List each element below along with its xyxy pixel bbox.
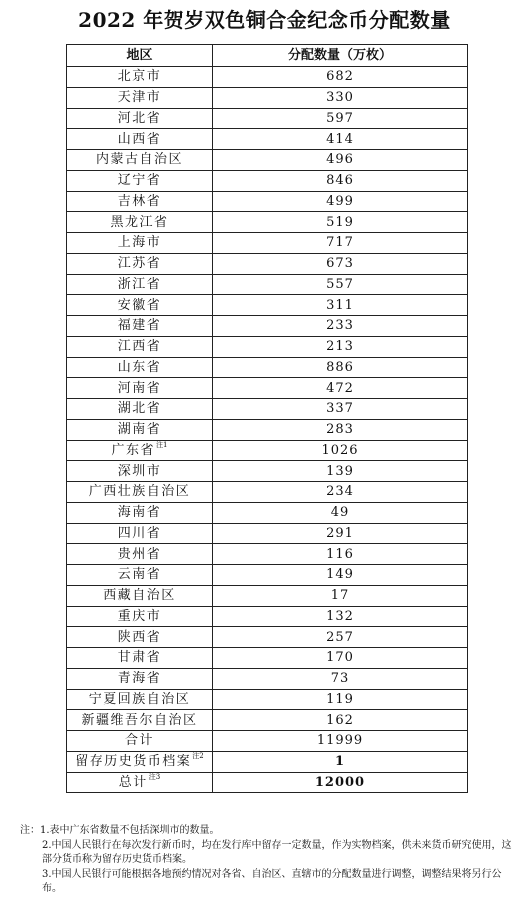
header-quantity: 分配数量（万枚） <box>213 45 468 67</box>
region-name: 山西省 <box>117 131 162 147</box>
quantity-cell: 116 <box>213 544 468 565</box>
table-header-row <box>67 45 468 67</box>
region-cell <box>67 710 213 731</box>
region-cell <box>67 274 213 295</box>
table-row <box>67 316 468 337</box>
table-row <box>67 565 468 586</box>
region-cell <box>67 129 213 150</box>
table-row <box>67 399 468 420</box>
quantity-cell: 12000 <box>213 772 468 793</box>
table-row <box>67 87 468 108</box>
region-cell <box>67 357 213 378</box>
table-row <box>67 648 468 669</box>
region-cell <box>67 378 213 399</box>
table-row <box>67 751 468 772</box>
quantity-cell: 170 <box>213 648 468 669</box>
region-name: 海南省 <box>117 505 162 521</box>
quantity-cell: 330 <box>213 87 468 108</box>
quantity-cell: 717 <box>213 233 468 254</box>
quantity-cell: 673 <box>213 253 468 274</box>
table-row <box>67 668 468 689</box>
region-name: 云南省 <box>117 567 162 583</box>
region-cell <box>67 336 213 357</box>
table-row <box>67 482 468 503</box>
quantity-cell: 846 <box>213 170 468 191</box>
table-row <box>67 523 468 544</box>
region-name: 宁夏回族自治区 <box>88 691 191 707</box>
quantity-cell: 119 <box>213 689 468 710</box>
table-row <box>67 461 468 482</box>
quantity-cell: 213 <box>213 336 468 357</box>
table-row <box>67 627 468 648</box>
quantity-cell: 149 <box>213 565 468 586</box>
region-name: 广西壮族自治区 <box>88 484 191 500</box>
header-region: 地区 <box>67 45 213 67</box>
table-row <box>67 689 468 710</box>
table-row <box>67 378 468 399</box>
quantity-cell: 414 <box>213 129 468 150</box>
region-name: 总计 <box>118 774 148 790</box>
region-name: 陕西省 <box>117 629 162 645</box>
table-row <box>67 502 468 523</box>
table-row <box>67 336 468 357</box>
region-name: 重庆市 <box>117 608 162 624</box>
region-name: 贵州省 <box>117 546 162 562</box>
quantity-cell: 132 <box>213 606 468 627</box>
region-name: 浙江省 <box>117 276 162 292</box>
quantity-cell: 472 <box>213 378 468 399</box>
footnote-2: 2.中国人民银行在每次发行新币时，均在发行库中留存一定数量，作为实物档案，供未来货币研究使用，这部分货币称为留存历史货币档案。 <box>42 839 512 865</box>
distribution-table <box>66 44 468 793</box>
quantity-cell: 337 <box>213 399 468 420</box>
region-name: 河北省 <box>117 110 162 126</box>
region-cell <box>67 461 213 482</box>
region-cell <box>67 648 213 669</box>
region-cell <box>67 523 213 544</box>
region-name: 江苏省 <box>117 256 162 272</box>
region-cell <box>67 627 213 648</box>
region-cell <box>67 689 213 710</box>
quantity-cell: 139 <box>213 461 468 482</box>
table-row <box>67 67 468 88</box>
table-row <box>67 731 468 752</box>
quantity-cell: 234 <box>213 482 468 503</box>
table-row <box>67 191 468 212</box>
footnote-1: 注：1.表中广东省数量不包括深圳市的数量。 <box>20 825 220 836</box>
quantity-cell: 1 <box>213 751 468 772</box>
table-row <box>67 585 468 606</box>
footnote-marker: 注1 <box>156 440 168 449</box>
quantity-cell: 597 <box>213 108 468 129</box>
table-row <box>67 212 468 233</box>
region-name: 江西省 <box>117 339 162 355</box>
quantity-cell: 682 <box>213 67 468 88</box>
footnote-marker: 注2 <box>192 752 204 761</box>
table-row <box>67 357 468 378</box>
region-cell <box>67 502 213 523</box>
region-cell <box>67 751 213 772</box>
region-cell <box>67 212 213 233</box>
region-name: 天津市 <box>117 90 162 106</box>
table-row <box>67 233 468 254</box>
region-name: 新疆维吾尔自治区 <box>81 712 198 728</box>
table-row <box>67 108 468 129</box>
region-name: 辽宁省 <box>117 173 162 189</box>
quantity-cell: 519 <box>213 212 468 233</box>
region-name: 留存历史货币档案 <box>75 754 192 770</box>
region-cell <box>67 544 213 565</box>
table-row <box>67 253 468 274</box>
region-cell <box>67 170 213 191</box>
quantity-cell: 557 <box>213 274 468 295</box>
region-name: 上海市 <box>117 235 162 251</box>
region-cell <box>67 253 213 274</box>
quantity-cell: 886 <box>213 357 468 378</box>
region-name: 山东省 <box>117 359 162 375</box>
region-cell <box>67 233 213 254</box>
table-row <box>67 295 468 316</box>
region-name: 内蒙古自治区 <box>95 152 183 168</box>
region-name: 深圳市 <box>117 463 162 479</box>
region-cell <box>67 565 213 586</box>
region-cell <box>67 585 213 606</box>
table-row <box>67 419 468 440</box>
region-name: 湖南省 <box>117 422 162 438</box>
table-row <box>67 129 468 150</box>
region-cell <box>67 316 213 337</box>
region-name: 青海省 <box>117 671 162 687</box>
region-name: 河南省 <box>117 380 162 396</box>
table-row <box>67 544 468 565</box>
quantity-cell: 291 <box>213 523 468 544</box>
page-title: 2022 年贺岁双色铜合金纪念币分配数量 <box>78 8 451 32</box>
region-cell <box>67 191 213 212</box>
quantity-cell: 73 <box>213 668 468 689</box>
quantity-cell: 233 <box>213 316 468 337</box>
region-cell <box>67 606 213 627</box>
region-name: 广东省 <box>111 442 156 458</box>
quantity-cell: 11999 <box>213 731 468 752</box>
region-name: 黑龙江省 <box>110 214 169 230</box>
region-cell <box>67 108 213 129</box>
region-cell <box>67 87 213 108</box>
region-name: 四川省 <box>117 525 162 541</box>
quantity-cell: 1026 <box>213 440 468 461</box>
region-name: 吉林省 <box>117 193 162 209</box>
table-row <box>67 772 468 793</box>
table-row <box>67 150 468 171</box>
quantity-cell: 17 <box>213 585 468 606</box>
region-cell <box>67 150 213 171</box>
region-cell <box>67 731 213 752</box>
footnote-marker: 注3 <box>148 772 161 781</box>
quantity-cell: 311 <box>213 295 468 316</box>
table-row <box>67 274 468 295</box>
region-name: 甘肃省 <box>117 650 162 666</box>
region-cell <box>67 668 213 689</box>
region-cell <box>67 419 213 440</box>
region-cell <box>67 772 213 793</box>
table-row <box>67 170 468 191</box>
table-body <box>67 67 468 793</box>
table-row <box>67 606 468 627</box>
region-cell <box>67 67 213 88</box>
quantity-cell: 499 <box>213 191 468 212</box>
region-name: 北京市 <box>117 69 162 85</box>
region-cell <box>67 399 213 420</box>
quantity-cell: 257 <box>213 627 468 648</box>
quantity-cell: 49 <box>213 502 468 523</box>
region-name: 福建省 <box>117 318 162 334</box>
footnotes <box>20 824 520 897</box>
quantity-cell: 496 <box>213 150 468 171</box>
region-cell <box>67 440 213 461</box>
region-name: 西藏自治区 <box>103 588 176 604</box>
table-row <box>67 440 468 461</box>
region-cell <box>67 295 213 316</box>
table-row <box>67 710 468 731</box>
quantity-cell: 283 <box>213 419 468 440</box>
region-name: 湖北省 <box>117 401 162 417</box>
quantity-cell: 162 <box>213 710 468 731</box>
footnote-3: 3.中国人民银行可能根据各地预约情况对各省、自治区、直辖市的分配数量进行调整，调整结果将另行公布。 <box>42 868 502 894</box>
region-name: 安徽省 <box>117 297 162 313</box>
region-cell <box>67 482 213 503</box>
region-name: 合计 <box>124 733 154 749</box>
